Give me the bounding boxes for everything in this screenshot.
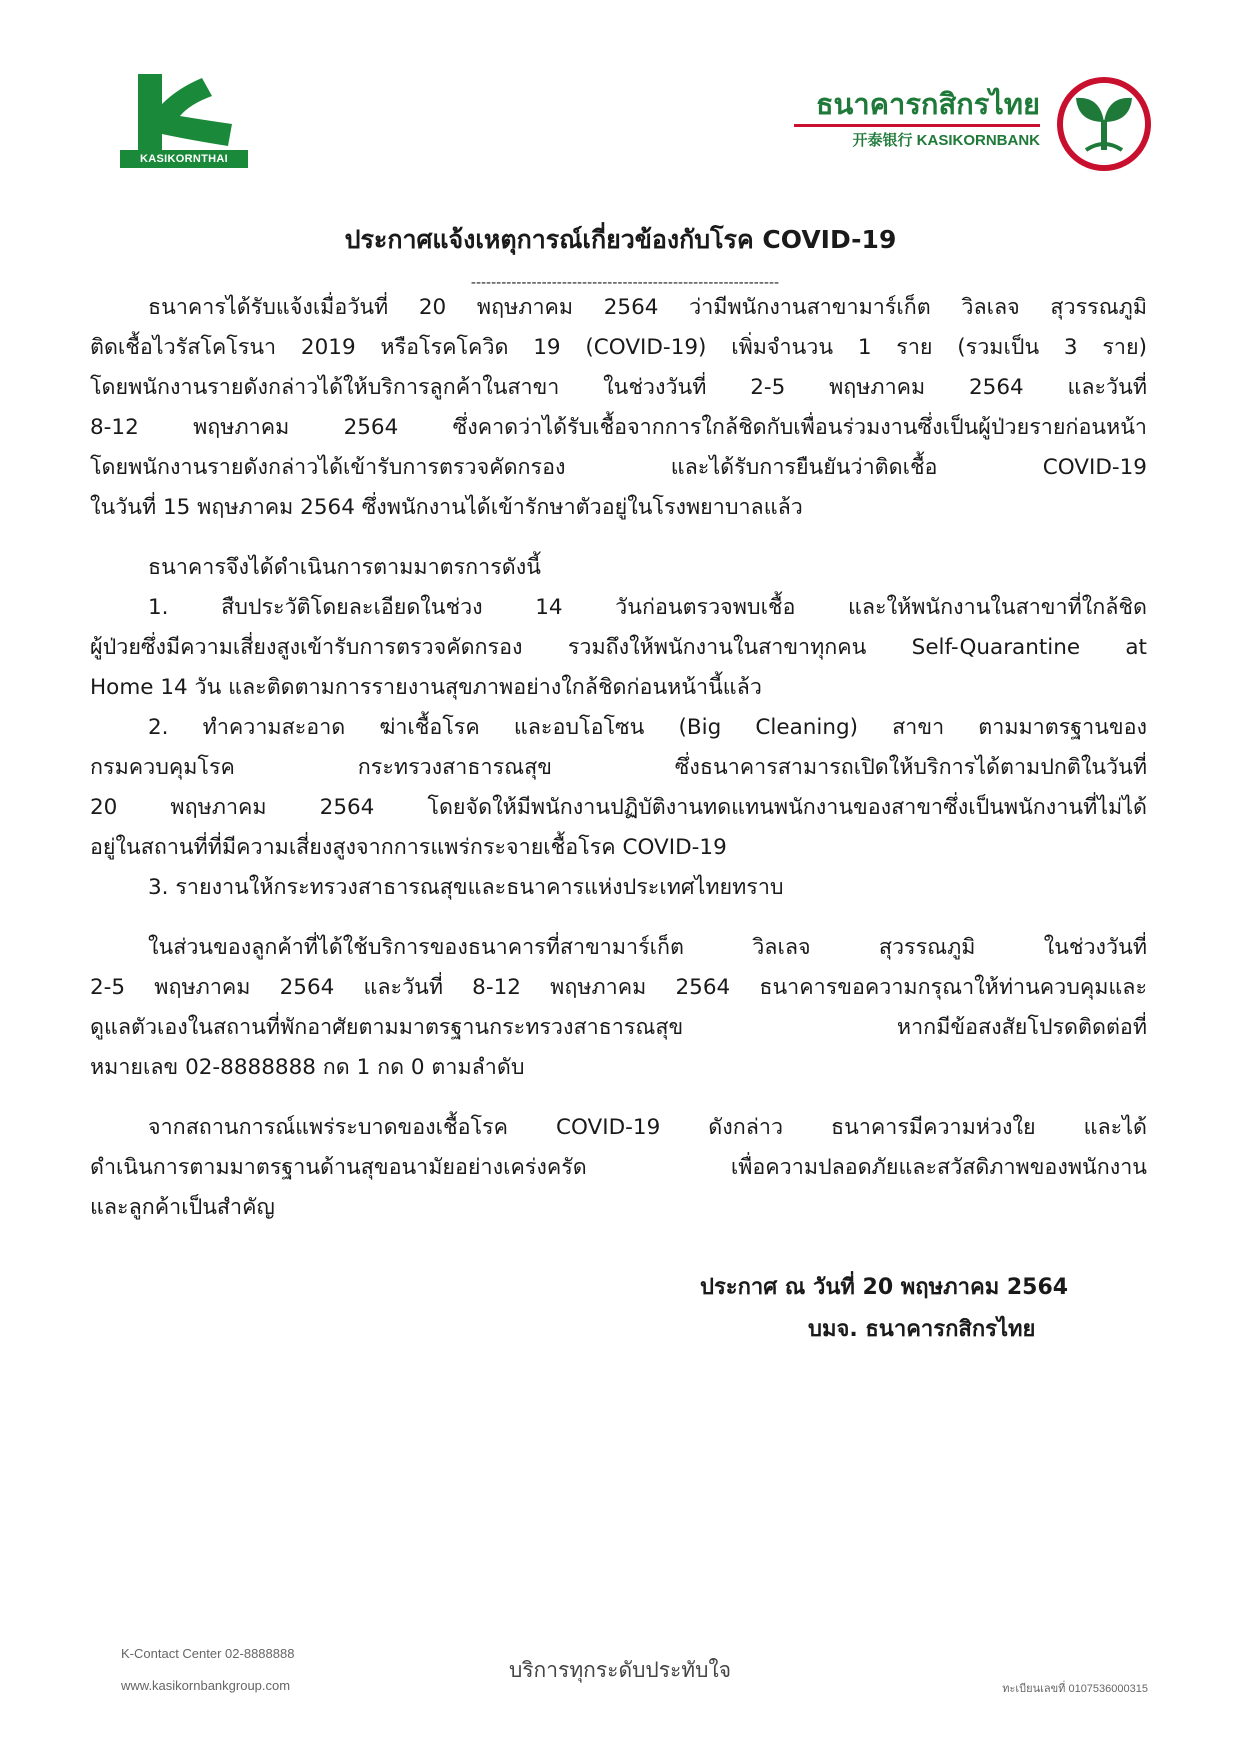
p1-line-4: 8-12 พฤษภาคม 2564 ซึ่งคาดว่าได้รับเชื้อจากการใกล้ชิดกับเพื่อนร่วมงานซึ่งเป็นผู้ป่วยรายก่อนหน้า (90, 415, 1147, 440)
p3-line-2: 2-5 พฤษภาคม 2564 และวันที่ 8-12 พฤษภาคม 2564 ธนาคารขอความกรุณาให้ท่านควบคุมและ (90, 975, 1147, 1000)
p1-line-1: ธนาคารได้รับแจ้งเมื่อวันที่ 20 พฤษภาคม 2564 ว่ามีพนักงานสาขามาร์เก็ต วิลเลจ สุวรรณภูมิ (148, 295, 1147, 320)
title-divider: ------------------------------------------------------------- (470, 275, 780, 291)
announcement-date: ประกาศ ณ วันที่ 20 พฤษภาคม 2564 (700, 1275, 1069, 1300)
p1-line-6: ในวันที่ 15 พฤษภาคม 2564 ซึ่งพนักงานได้เข้ารักษาตัวอยู่ในโรงพยาบาลแล้ว (90, 495, 803, 520)
announcement-issuer: บมจ. ธนาคารกสิกรไทย (808, 1317, 1036, 1342)
item2-line-2: กรมควบคุมโรค กระทรวงสาธารณสุข ซึ่งธนาคารสามารถเปิดให้บริการได้ตามปกติในวันที่ (90, 755, 1147, 780)
p3-line-3: ดูแลตัวเองในสถานที่พักอาศัยตามมาตรฐานกระทรวงสาธารณสุข หากมีข้อสงสัยโปรดติดต่อที่ (90, 1015, 1147, 1040)
item2-line-1: 2. ทำความสะอาด ฆ่าเชื้อโรค และอบโอโซน (Big Cleaning) สาขา ตามมาตรฐานของ (148, 715, 1147, 740)
item1-line-1: 1. สืบประวัติโดยละเอียดในช่วง 14 วันก่อนตรวจพบเชื้อ และให้พนักงานในสาขาที่ใกล้ชิด (148, 595, 1147, 620)
p1-line-5: โดยพนักงานรายดังกล่าวได้เข้ารับการตรวจคัดกรอง และได้รับการยืนยันว่าติดเชื้อ COVID-19 (90, 455, 1147, 480)
k-letter-icon (120, 74, 248, 152)
p3-line-4: หมายเลข 02-8888888 กด 1 กด 0 ตามลำดับ (90, 1055, 525, 1080)
p2-intro: ธนาคารจึงได้ดำเนินการตามมาตรการดังนี้ (148, 555, 541, 580)
bank-name-thai: ธนาคารกสิกรไทย (815, 87, 1040, 121)
item2-line-3: 20 พฤษภาคม 2564 โดยจัดให้มีพนักงานปฏิบัติงานทดแทนพนักงานของสาขาซึ่งเป็นพนักงานที่ไม่ได้ (90, 795, 1147, 820)
item3-line: 3. รายงานให้กระทรวงสาธารณสุขและธนาคารแห่งประเทศไทยทราบ (148, 875, 784, 900)
item1-line-3: Home 14 วัน และติดตามการรายงานสุขภาพอย่างใกล้ชิดก่อนหน้านี้แล้ว (90, 675, 762, 700)
p4-line-2: ดำเนินการตามมาตรฐานด้านสุขอนามัยอย่างเคร่งครัด เพื่อความปลอดภัยและสวัสดิภาพของพนักงาน (90, 1155, 1147, 1180)
kasikornthai-logo-text: KASIKORNTHAI (120, 150, 248, 168)
bank-name-sub: 开泰银行 KASIKORNBANK (852, 132, 1040, 149)
item1-line-2: ผู้ป่วยซึ่งมีความเสี่ยงสูงเข้ารับการตรวจคัดกรอง รวมถึงให้พนักงานในสาขาทุกคน Self-Quarantine at (90, 635, 1147, 660)
p4-line-1: จากสถานการณ์แพร่ระบาดของเชื้อโรค COVID-19 ดังกล่าว ธนาคารมีความห่วงใย และได้ (148, 1115, 1147, 1140)
footer-website: www.kasikornbankgroup.com (121, 1678, 291, 1693)
footer-slogan: บริการทุกระดับประทับใจ (508, 1658, 732, 1682)
footer-contact: K-Contact Center 02-8888888 (121, 1646, 295, 1661)
kbank-seal-icon (1056, 76, 1152, 172)
item2-line-4: อยู่ในสถานที่ที่มีความเสี่ยงสูงจากการแพร่กระจายเชื้อโรค COVID-19 (90, 835, 727, 860)
kasikornthai-logo (120, 74, 248, 170)
bank-name-rule (794, 124, 1040, 127)
announcement-title: ประกาศแจ้งเหตุการณ์เกี่ยวข้องกับโรค COVID-19 (344, 225, 897, 254)
p1-line-2: ติดเชื้อไวรัสโคโรนา 2019 หรือโรคโควิด 19 (COVID-19) เพิ่มจำนวน 1 ราย (รวมเป็น 3 ราย) (90, 335, 1147, 360)
footer-registration: ทะเบียนเลขที่ 0107536000315 (1002, 1683, 1148, 1695)
p1-line-3: โดยพนักงานรายดังกล่าวได้ให้บริการลูกค้าในสาขา ในช่วงวันที่ 2-5 พฤษภาคม 2564 และวันที่ (90, 375, 1147, 400)
p4-line-3: และลูกค้าเป็นสำคัญ (90, 1195, 275, 1220)
p3-line-1: ในส่วนของลูกค้าที่ได้ใช้บริการของธนาคารที่สาขามาร์เก็ต วิลเลจ สุวรรณภูมิ ในช่วงวันที่ (148, 935, 1147, 960)
